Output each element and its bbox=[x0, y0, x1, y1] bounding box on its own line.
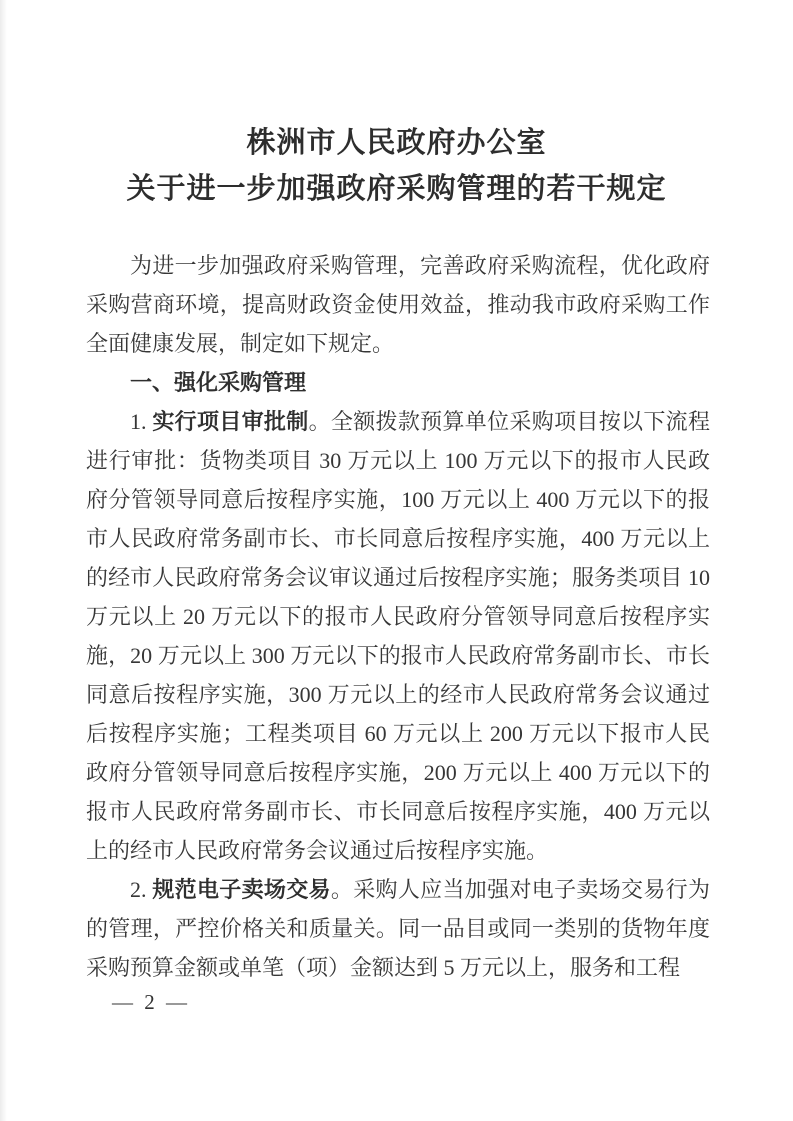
item-1-lead: 实行项目审批制 bbox=[152, 409, 309, 434]
section-heading-1: 一、强化采购管理 bbox=[130, 370, 307, 395]
title-line-1: 株洲市人民政府办公室 bbox=[246, 127, 547, 159]
item-1-paragraph bbox=[86, 402, 710, 870]
item-2-paragraph bbox=[86, 870, 710, 987]
scan-edge-shadow bbox=[0, 0, 7, 1121]
item-2-text: 。采购人应当加强对电子卖场交易行为的管理，严控价格关和质量关。同一品目或同一类别的货物年度采购预算金额或单笔（项）金额达到 5 万元以上，服务和工程 bbox=[86, 877, 710, 980]
item-2-lead: 规范电子卖场交易 bbox=[152, 877, 331, 902]
title-line-2: 关于进一步加强政府采购管理的若干规定 bbox=[126, 173, 667, 205]
document-title bbox=[0, 0, 793, 212]
page-number: — 2 — bbox=[112, 990, 190, 1014]
item-2-number: 2. bbox=[130, 877, 153, 902]
intro-paragraph: 为进一步加强政府采购管理，完善政府采购流程，优化政府采购营商环境，提高财政资金使用效益，推动我市政府采购工作全面健康发展，制定如下规定。 bbox=[86, 253, 710, 356]
item-1-number: 1. bbox=[130, 409, 153, 434]
item-1-text: 。全额拨款预算单位采购项目按以下流程进行审批：货物类项目 30 万元以上 100 万元以下的报市人民政府分管领导同意后按程序实施，100 万元以上 400 万元以下的报市人民政府常务副市长、市长同意后按程序实施，400 万元以上的经市人民政府常务会议审议通过后按程序实施；服务类项目 10 万元以上 20 万元以下的报市人民政府分管领导同意后按程序实施，20 万元以上 300 万元以下的报市人民政府常务副市长、市长同意后按程序实施，300 万元以上的经市人民政府常务会议通过后按程序实施；工程类项目 60 万元以上 200 万元以下报市人民政府分管领导同意后按程序实施，200 万元以上 400 万元以下的报市人民政府常务副市长、市长同意后按程序实施，400 万元以上的经市人民政府常务会议通过后按程序实施。 bbox=[86, 409, 710, 863]
document-body bbox=[0, 246, 793, 987]
